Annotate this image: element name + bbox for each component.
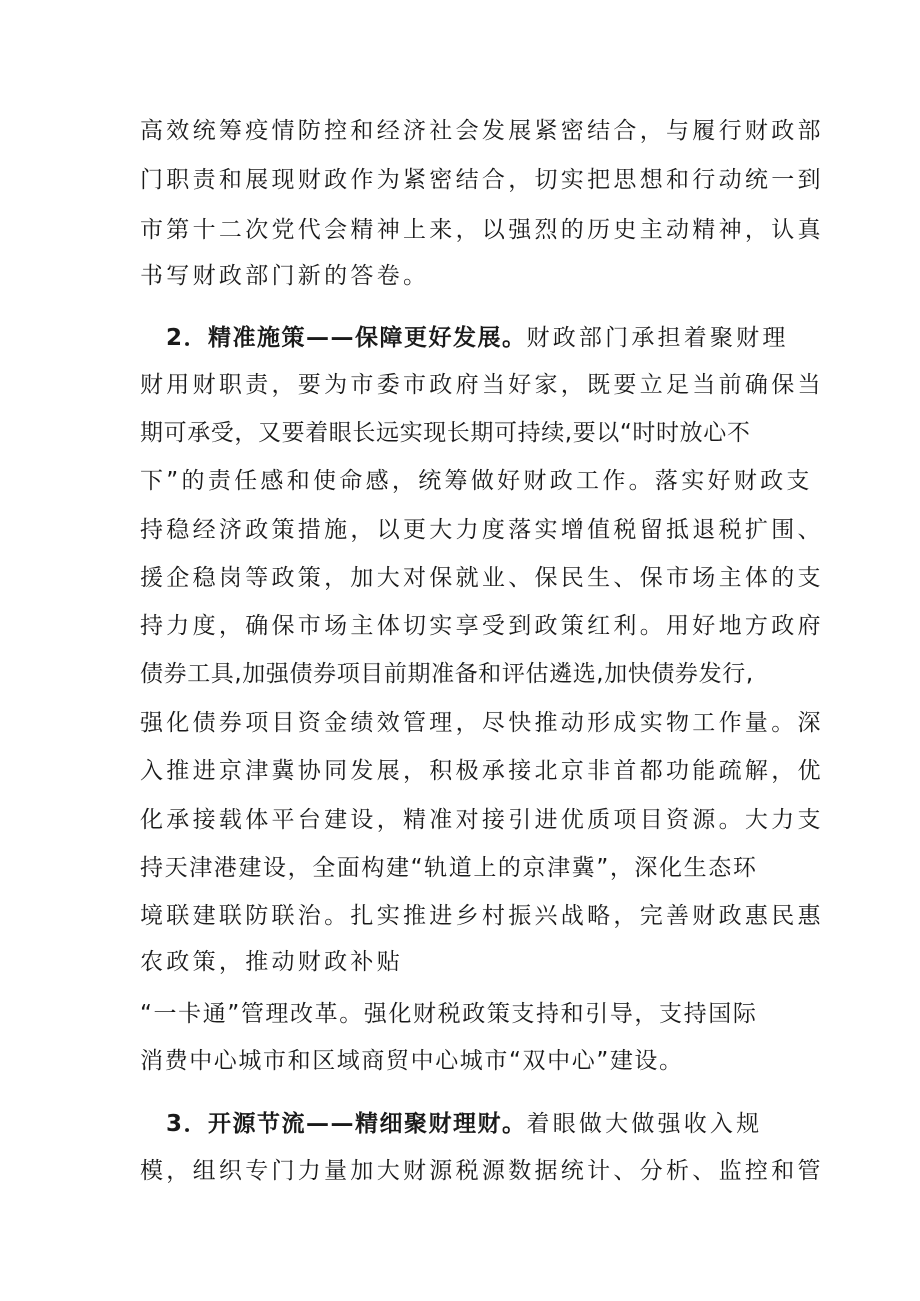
paragraph-2-line-6: 援企稳岗等政策，加大对保就业、保民生、保市场主体的支 <box>140 565 824 591</box>
paragraph-1-line-4: 书写财政部门新的答卷。 <box>140 263 430 289</box>
paragraph-2-line-10: 入推进京津冀协同发展，积极承接北京非首都功能疏解，优 <box>140 758 824 784</box>
paragraph-1-line-3: 市第十二次党代会精神上来，以强烈的历史主动精神，认真 <box>140 217 824 243</box>
paragraph-2-line-1-text: 财政部门承担着聚财理 <box>526 325 789 351</box>
paragraph-1-line-1: 高效统筹疫情防控和经济社会发展紧密结合，与履行财政部 <box>140 118 824 144</box>
paragraph-3-line-1-text: 着眼做大做强收入规 <box>526 1111 763 1137</box>
paragraph-2-line-8: 债券工具,加强债券项目前期准备和评估遴选,加快债券发行, <box>140 661 754 687</box>
paragraph-2-line-9: 强化债券项目资金绩效管理，尽快推动形成实物工作量。深 <box>140 710 824 736</box>
paragraph-2-line-7: 持力度，确保市场主体切实享受到政策红利。用好地方政府 <box>140 613 824 639</box>
paragraph-2-line-15: “一卡通”管理改革。强化财税政策支持和引导，支持国际 <box>140 1001 758 1027</box>
paragraph-2-line-4: 下”的责任感和使命感，统筹做好财政工作。落实好财政支 <box>140 468 813 494</box>
paragraph-2-line-13: 境联建联防联治。扎实推进乡村振兴战略，完善财政惠民惠 <box>140 903 824 929</box>
paragraph-2-first-line <box>166 318 816 358</box>
paragraph-1-line-2: 门职责和展现财政作为紧密结合，切实把思想和行动统一到 <box>140 167 824 193</box>
paragraph-2-line-3: 期可承受，又要着眼长远实现长期可持续,要以“时时放心不 <box>140 420 751 446</box>
section-heading-2: 2．精准施策——保障更好发展。 <box>166 325 527 351</box>
paragraph-2-line-14: 农政策，推动财政补贴 <box>140 949 403 975</box>
paragraph-3-line-2: 模，组织专门力量加大财源税源数据统计、分析、监控和管 <box>140 1158 824 1184</box>
section-heading-3: 3．开源节流——精细聚财理财。 <box>166 1111 527 1137</box>
paragraph-3-first-line <box>166 1104 816 1144</box>
paragraph-2-line-12: 持天津港建设，全面构建“轨道上的京津冀”，深化生态环 <box>140 855 758 881</box>
paragraph-2-line-16: 消费中心城市和区域商贸中心城市“双中心”建设。 <box>140 1048 684 1074</box>
paragraph-2-line-2: 财用财职责，要为市委市政府当好家，既要立足当前确保当 <box>140 372 824 398</box>
paragraph-2-line-5: 持稳经济政策措施，以更大力度落实增值税留抵退税扩围、 <box>140 517 824 543</box>
paragraph-2-line-11: 化承接载体平台建设，精准对接引进优质项目资源。大力支 <box>140 807 824 833</box>
